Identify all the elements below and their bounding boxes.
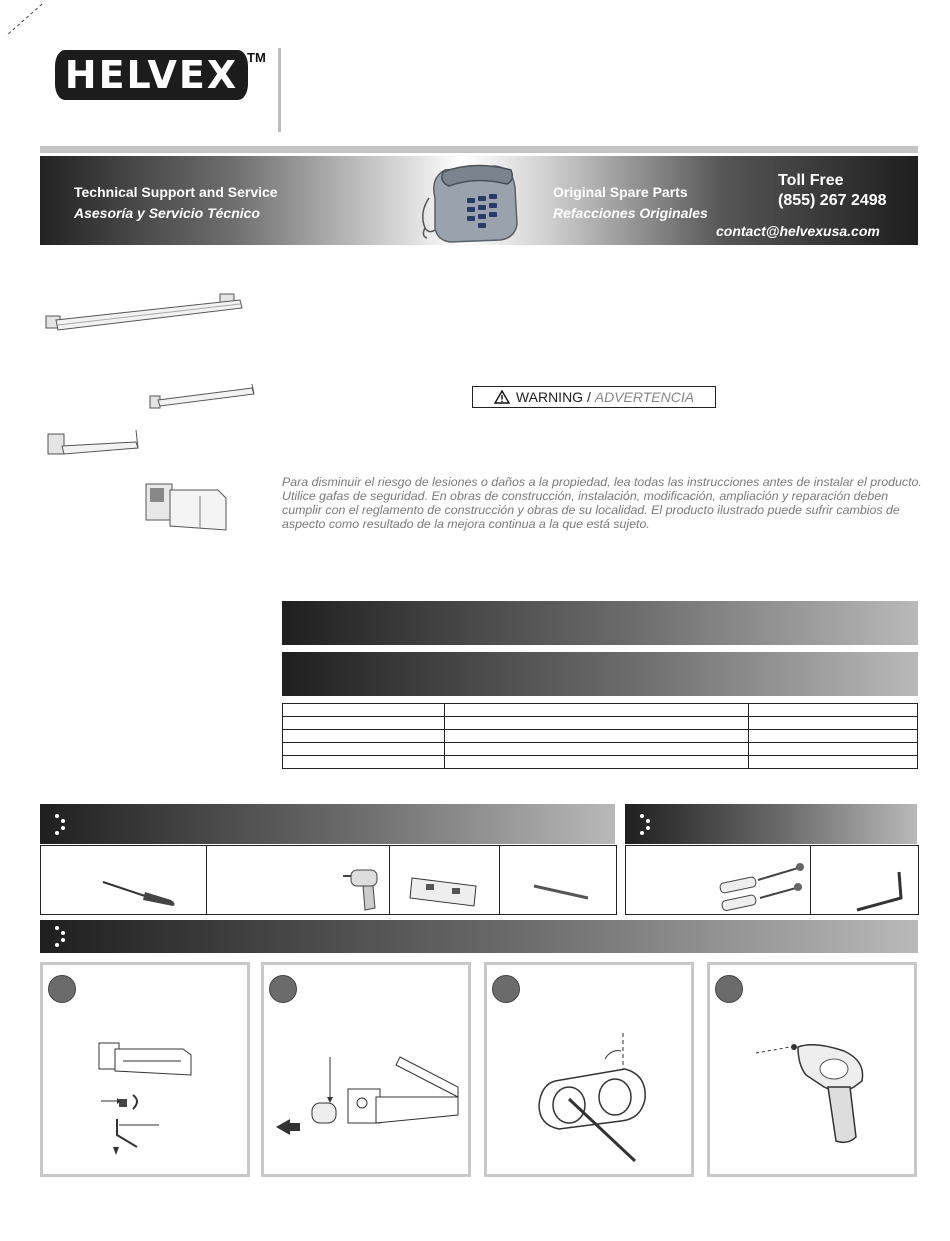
parts-title-es: Refacciones Originales [553, 205, 708, 221]
step-3-mark-holes-icon [535, 1029, 655, 1169]
section-bar-2 [282, 652, 918, 696]
header-divider [278, 48, 281, 132]
tool-cell [207, 846, 391, 914]
warning-separator: / [583, 389, 595, 405]
helvex-logo [55, 50, 248, 100]
step-4-drill-icon [754, 1039, 874, 1149]
step-badge [48, 975, 76, 1003]
telephone-icon [415, 158, 525, 244]
tools-box [40, 845, 617, 915]
step-1-disassemble-icon [93, 1035, 203, 1165]
table-row [283, 704, 918, 717]
towel-bar-image [44, 290, 249, 338]
trademark: TM [247, 50, 266, 65]
banner-top-rule [40, 146, 918, 153]
wall-anchors-and-screws-icon [718, 860, 808, 912]
section-dots-icon [53, 813, 69, 835]
step-badge [715, 975, 743, 1003]
step-panel-4 [707, 962, 917, 1177]
warning-box [472, 386, 716, 408]
allen-key-icon [855, 868, 911, 914]
crop-mark-icon [4, 2, 44, 38]
parts-title-en: Original Spare Parts [553, 184, 688, 200]
warning-label-en: WARNING [515, 389, 584, 405]
pencil-icon [530, 882, 592, 902]
section-dots-icon [638, 813, 654, 835]
screwdriver-icon [101, 878, 179, 908]
support-title-es: Asesoría y Servicio Técnico [74, 205, 260, 221]
paper-holder-image [46, 426, 142, 460]
warning-label-es: ADVERTENCIA [594, 389, 695, 405]
phone-number[interactable]: (855) 267 2498 [778, 192, 887, 209]
tool-cell [390, 846, 500, 914]
table-row [283, 717, 918, 730]
contact-email[interactable]: contact@helvexusa.com [716, 223, 880, 239]
table-row [283, 756, 918, 769]
included-cell [626, 846, 811, 914]
toll-free-label: Toll Free [778, 172, 844, 189]
installation-header-bar [40, 920, 918, 953]
brand-name: HELVEX [64, 53, 239, 97]
robe-hook-image [140, 476, 232, 536]
level-icon [408, 872, 480, 910]
tool-cell [41, 846, 207, 914]
included-header-bar [625, 804, 917, 844]
parts-table [282, 703, 918, 769]
section-bar-1 [282, 601, 918, 645]
step-badge [492, 975, 520, 1003]
step-2-remove-mount-icon [272, 1053, 468, 1153]
step-panel-2 [261, 962, 471, 1177]
step-badge [269, 975, 297, 1003]
table-row [283, 743, 918, 756]
included-box [625, 845, 919, 915]
included-cell [811, 846, 918, 914]
step-panel-3 [484, 962, 694, 1177]
safety-paragraph: Para disminuir el riesgo de lesiones o daños a la propiedad, lea todas las instrucciones antes de instalar el producto. Utilice gafas de seguridad. En obras de construcción, instalación, modificación, ampliación y reparación deben cumplir con el reglamento de construcción y obras de su localidad. El producto ilustrado puede sufrir cambios de aspecto como resultado de la mejora continua a la que está sujeto. [282, 475, 922, 531]
drill-icon [343, 864, 385, 914]
support-title-en: Technical Support and Service [74, 184, 278, 200]
table-row [283, 730, 918, 743]
warning-triangle-icon [494, 390, 510, 404]
towel-ring-image [148, 382, 258, 412]
tool-cell [500, 846, 616, 914]
section-dots-icon [53, 925, 69, 947]
step-panel-1 [40, 962, 250, 1177]
tools-header-bar [40, 804, 615, 844]
